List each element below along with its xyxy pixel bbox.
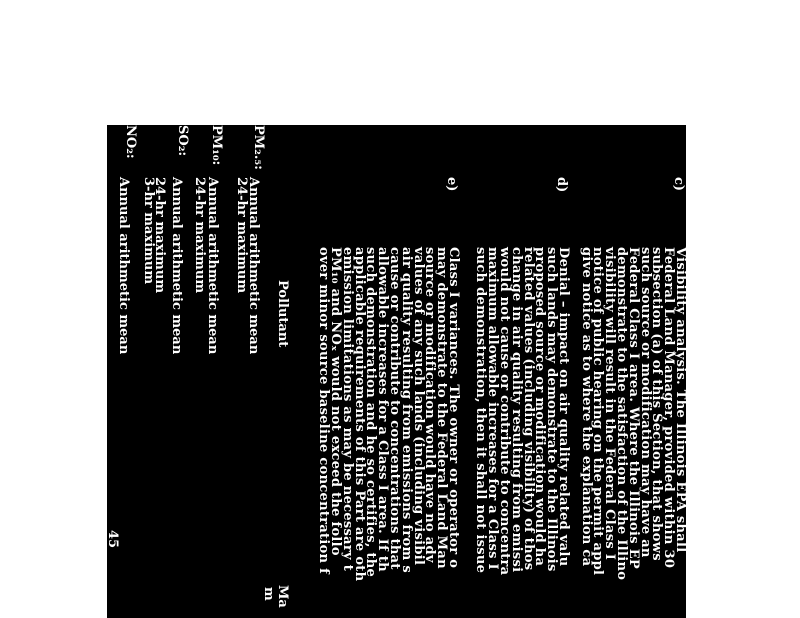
paragraph-line: subsection (a) of this Section, that shows — [649, 247, 665, 561]
paragraph-line: Denial – impact on air quality related valu — [556, 247, 571, 567]
paragraph-c-label: c) — [671, 177, 686, 192]
averaging-period: Annual arithmetic mean — [169, 177, 184, 355]
paragraph-line: such demonstration and he so certifies, the — [363, 247, 379, 578]
paragraph-line: related values (including visibility) of thos — [520, 247, 536, 571]
paragraph-line: change in air quality resulting from emissi — [508, 247, 524, 573]
paragraph-line: visibility will result in the Federal Class I — [602, 247, 618, 561]
averaging-period: 24-hr maximum — [152, 177, 167, 294]
paragraph-line: Federal Land Manager, provided within 30 — [661, 247, 677, 569]
paragraph-line: values of any such lands (including visibil — [410, 247, 426, 566]
page-number: 45 — [105, 530, 120, 549]
paragraph-line: proposed source or modification would ha — [532, 247, 548, 567]
paragraph-line: such lands may demonstrate to the Illinois — [544, 247, 560, 572]
paragraph-line: over minor source baseline concentration f — [316, 247, 332, 575]
table-header-pollutant: Pollutant — [275, 280, 290, 348]
paragraph-line: demonstrate to the satisfaction of the Illino — [614, 247, 630, 581]
paragraph-e — [317, 247, 459, 581]
paragraph-c — [580, 247, 686, 580]
averaging-period: 3-hr maximum — [141, 177, 156, 285]
paragraph-line: such demonstration, then it shall not issue — [473, 247, 489, 574]
paragraph-line: such source or modification may have an — [637, 247, 653, 558]
paragraph-line: Visibility analysis. The Illinois EPA shall — [673, 247, 688, 553]
paragraph-line: PM₁₀ and NOₓ would not exceed the follo — [328, 247, 344, 556]
averaging-period: Annual arithmetic mean — [246, 177, 261, 355]
averaging-period: 24-hr maximum — [192, 177, 207, 294]
averaging-period: Annual arithmetic mean — [205, 177, 220, 355]
averaging-period: Annual arithmetic mean — [116, 177, 131, 355]
paragraph-line: emission limitations as may be necessary t — [339, 247, 355, 572]
paragraph-line: maximum allowable increases for a Class I — [485, 247, 501, 570]
paragraph-line: applicable requirements of this Part are oth — [351, 247, 367, 582]
paragraph-line: Class I variances. The owner or operator o — [446, 247, 461, 569]
paragraph-d-label: d) — [554, 177, 569, 193]
paragraph-d — [475, 247, 569, 575]
paragraph-line: would not cause or contribute to concentra — [497, 247, 513, 576]
pollutant-name: NO₂: — [123, 125, 138, 159]
scanned-page — [107, 125, 686, 618]
averaging-period: 24-hr maximum — [234, 177, 249, 294]
table-header-m: m — [261, 587, 276, 601]
rotated-page-content — [107, 125, 686, 618]
paragraph-line: air quality resulting from emissions from s — [398, 247, 414, 574]
pollutant-name: SO₂: — [175, 125, 190, 157]
paragraph-e-label: e) — [444, 177, 459, 192]
paragraph-line: cause or contribute to concentrations that — [387, 247, 403, 570]
table-header-ma: Ma — [275, 585, 290, 608]
pollutant-name: PM₂.₅: — [251, 125, 266, 170]
paragraph-line: Federal Class I area. Where the Illinois EP — [625, 247, 641, 569]
paragraph-line: allowable increases for a Class I area. If th — [375, 247, 391, 572]
paragraph-line: give notice as to where the explanation ca — [578, 247, 594, 567]
pollutant-name: PM₁₀: — [209, 125, 224, 166]
paragraph-line: may demonstrate to the Federal Land Man — [434, 247, 450, 569]
paragraph-line: notice of public hearing on the permit appl — [590, 247, 606, 576]
paragraph-line: source or modification would have no adv — [422, 247, 438, 563]
